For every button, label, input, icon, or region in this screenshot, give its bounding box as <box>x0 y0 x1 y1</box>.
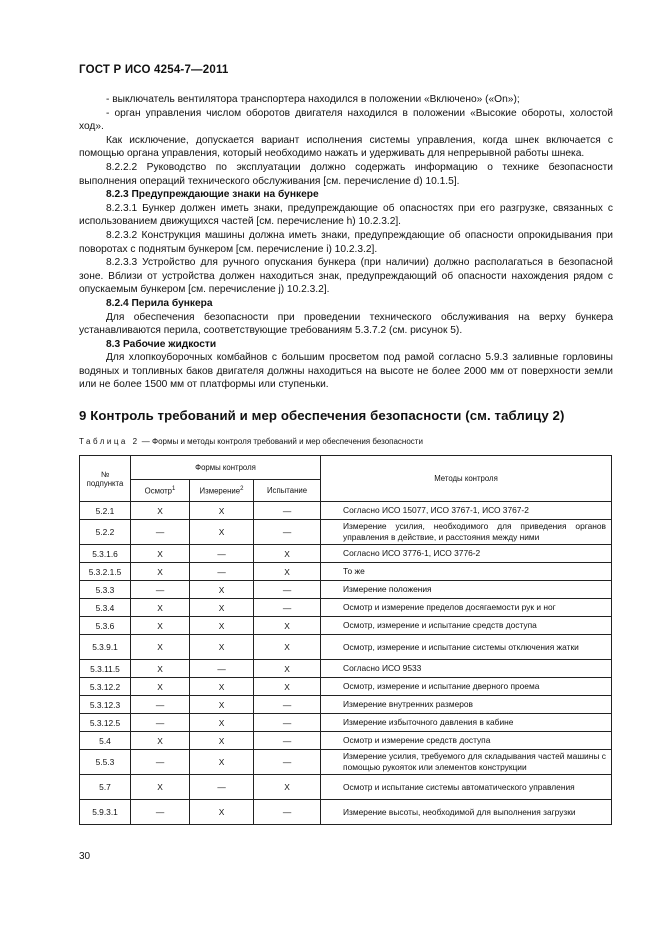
inspection-cell: — <box>131 696 190 714</box>
method-cell: Измерение положения <box>321 581 612 599</box>
testing-cell: — <box>254 696 321 714</box>
testing-cell: — <box>254 502 321 520</box>
table-row <box>80 599 612 617</box>
measurement-cell: X <box>190 635 254 660</box>
header-control-forms: Формы контроля <box>131 456 321 480</box>
subclause-cell: 5.2.2 <box>80 520 131 545</box>
subclause-cell: 5.3.4 <box>80 599 131 617</box>
controls-table <box>79 455 612 825</box>
header-inspection <box>131 480 190 502</box>
header-testing: Испытание <box>254 480 321 502</box>
section-heading: 9 Контроль требований и мер обеспечения безопасности (см. таблицу 2) <box>79 408 565 423</box>
table-row <box>80 660 612 678</box>
table-row <box>80 635 612 660</box>
testing-cell: X <box>254 563 321 581</box>
testing-cell: X <box>254 775 321 800</box>
inspection-cell: X <box>131 545 190 563</box>
inspection-cell: — <box>131 750 190 775</box>
method-cell: Осмотр и измерение средств доступа <box>321 732 612 750</box>
inspection-cell: X <box>131 599 190 617</box>
subclause-cell: 5.3.12.5 <box>80 714 131 732</box>
table-row <box>80 696 612 714</box>
method-cell: Согласно ИСО 3776-1, ИСО 3776-2 <box>321 545 612 563</box>
inspection-cell: — <box>131 714 190 732</box>
footnote-marker: 1 <box>172 485 176 492</box>
subclause-cell: 5.3.2.1.5 <box>80 563 131 581</box>
method-cell: То же <box>321 563 612 581</box>
testing-cell: X <box>254 617 321 635</box>
measurement-cell: — <box>190 563 254 581</box>
measurement-cell: X <box>190 520 254 545</box>
subsection-heading: 8.2.4 Перила бункера <box>106 297 213 309</box>
measurement-cell: X <box>190 714 254 732</box>
inspection-cell: X <box>131 502 190 520</box>
header-measurement-label: Измерение <box>199 486 241 496</box>
table-row <box>80 750 612 775</box>
testing-cell: X <box>254 635 321 660</box>
inspection-cell: X <box>131 563 190 581</box>
testing-cell: — <box>254 800 321 825</box>
subclause-cell: 5.4 <box>80 732 131 750</box>
paragraph: 8.2.2.2 Руководство по эксплуатации должно содержать информацию о технике безопасности выполнения операций технического обслуживания [см. перечисление d) 10.1.5]. <box>79 161 613 187</box>
paragraph: - орган управления числом оборотов двигателя находился в положении «Высокие обороты, холостой ход». <box>79 107 613 133</box>
method-cell: Согласно ИСО 9533 <box>321 660 612 678</box>
subsection-heading: 8.3 Рабочие жидкости <box>106 338 217 350</box>
table-caption-text: — Формы и методы контроля требований и мер обеспечения безопасности <box>139 437 423 446</box>
measurement-cell: X <box>190 502 254 520</box>
page-number: 30 <box>79 851 91 862</box>
document-header: ГОСТ Р ИСО 4254-7—2011 <box>79 64 229 76</box>
measurement-cell: X <box>190 750 254 775</box>
method-cell: Осмотр, измерение и испытание системы отключения жатки <box>321 635 612 660</box>
inspection-cell: — <box>131 800 190 825</box>
subclause-cell: 5.3.3 <box>80 581 131 599</box>
method-cell: Осмотр, измерение и испытание средств доступа <box>321 617 612 635</box>
testing-cell: X <box>254 678 321 696</box>
testing-cell: X <box>254 660 321 678</box>
paragraph: Как исключение, допускается вариант исполнения системы управления, когда шнек включается с помощью органа управления, который необходимо нажать и удерживать для непрерывной работы шнека. <box>79 134 613 160</box>
testing-cell: — <box>254 732 321 750</box>
method-cell: Измерение усилия, требуемого для складывания частей машины с помощью рукояток или элементов конструкции <box>321 750 612 775</box>
method-cell: Измерение высоты, необходимой для выполнения загрузки <box>321 800 612 825</box>
subclause-cell: 5.3.12.2 <box>80 678 131 696</box>
table-row <box>80 581 612 599</box>
method-cell: Осмотр, измерение и испытание дверного проема <box>321 678 612 696</box>
subclause-cell: 5.3.6 <box>80 617 131 635</box>
paragraph: 8.2.3.3 Устройство для ручного опускания бункера (при наличии) должно располагаться в безопасной зоне. Вблизи от устройства должен находиться знак, предупреждающий об опасности нахождения рядом с опускаемым бункером [см. перечисление j) 10.2.3.2]. <box>79 257 613 296</box>
body-text <box>79 93 613 392</box>
table-row <box>80 502 612 520</box>
inspection-cell: X <box>131 775 190 800</box>
subclause-cell: 5.2.1 <box>80 502 131 520</box>
inspection-cell: X <box>131 660 190 678</box>
testing-cell: — <box>254 714 321 732</box>
subsection-heading: 8.2.3 Предупреждающие знаки на бункере <box>106 189 319 201</box>
method-cell: Осмотр и испытание системы автоматического управления <box>321 775 612 800</box>
measurement-cell: X <box>190 800 254 825</box>
measurement-cell: X <box>190 696 254 714</box>
header-measurement <box>190 480 254 502</box>
method-cell: Измерение усилия, необходимого для приведения органов управления в действие, и расстояния между ними <box>321 520 612 545</box>
table-row <box>80 563 612 581</box>
table-row <box>80 800 612 825</box>
header-control-methods: Методы контроля <box>321 456 612 502</box>
measurement-cell: X <box>190 732 254 750</box>
inspection-cell: X <box>131 635 190 660</box>
measurement-cell: X <box>190 581 254 599</box>
measurement-cell: — <box>190 660 254 678</box>
subclause-cell: 5.5.3 <box>80 750 131 775</box>
header-subclause: № подпункта <box>80 456 131 502</box>
testing-cell: — <box>254 520 321 545</box>
paragraph: Для хлопкоуборочных комбайнов с большим просветом под рамой согласно 5.9.3 заливные горловины водяных и топливных баков двигателя должны находиться на высоте не более 2000 мм от поверхности земли или не более 1500 мм от платформы или ступеньки. <box>79 352 613 391</box>
table-row <box>80 775 612 800</box>
measurement-cell: X <box>190 599 254 617</box>
table-body <box>80 502 612 825</box>
testing-cell: — <box>254 750 321 775</box>
measurement-cell: X <box>190 617 254 635</box>
testing-cell: — <box>254 599 321 617</box>
subclause-cell: 5.3.1.6 <box>80 545 131 563</box>
paragraph: Для обеспечения безопасности при проведении технического обслуживания на верху бункера устанавливаются перила, соответствующие требованиям 5.3.7.2 (см. рисунок 5). <box>79 311 613 337</box>
table-row <box>80 617 612 635</box>
table-row <box>80 714 612 732</box>
subclause-cell: 5.3.12.3 <box>80 696 131 714</box>
subclause-cell: 5.9.3.1 <box>80 800 131 825</box>
method-cell: Осмотр и измерение пределов досягаемости рук и ног <box>321 599 612 617</box>
table-caption <box>79 437 423 446</box>
table-row <box>80 545 612 563</box>
inspection-cell: — <box>131 581 190 599</box>
table-row <box>80 678 612 696</box>
subclause-cell: 5.3.11.5 <box>80 660 131 678</box>
footnote-marker: 2 <box>240 485 244 492</box>
testing-cell: — <box>254 581 321 599</box>
method-cell: Измерение избыточного давления в кабине <box>321 714 612 732</box>
testing-cell: X <box>254 545 321 563</box>
inspection-cell: X <box>131 617 190 635</box>
paragraph: 8.2.3.2 Конструкция машины должна иметь знаки, предупреждающие об опасности опрокидывания при поворотах с поднятым бункером [см. перечисление i) 10.2.3.2]. <box>79 229 613 255</box>
inspection-cell: X <box>131 732 190 750</box>
subclause-cell: 5.3.9.1 <box>80 635 131 660</box>
paragraph: - выключатель вентилятора транспортера находился в положении «Включено» («On»); <box>106 94 520 105</box>
table-caption-label: Таблица 2 <box>79 437 140 446</box>
measurement-cell: — <box>190 545 254 563</box>
method-cell: Измерение внутренних размеров <box>321 696 612 714</box>
measurement-cell: — <box>190 775 254 800</box>
inspection-cell: X <box>131 678 190 696</box>
header-inspection-label: Осмотр <box>144 486 173 496</box>
inspection-cell: — <box>131 520 190 545</box>
subclause-cell: 5.7 <box>80 775 131 800</box>
table-row <box>80 732 612 750</box>
measurement-cell: X <box>190 678 254 696</box>
method-cell: Согласно ИСО 15077, ИСО 3767-1, ИСО 3767-2 <box>321 502 612 520</box>
paragraph: 8.2.3.1 Бункер должен иметь знаки, предупреждающие об опасностях при его разгрузке, связанных с использованием движущихся частей [см. перечисление h) 10.2.3.2]. <box>79 202 613 228</box>
table-row <box>80 520 612 545</box>
